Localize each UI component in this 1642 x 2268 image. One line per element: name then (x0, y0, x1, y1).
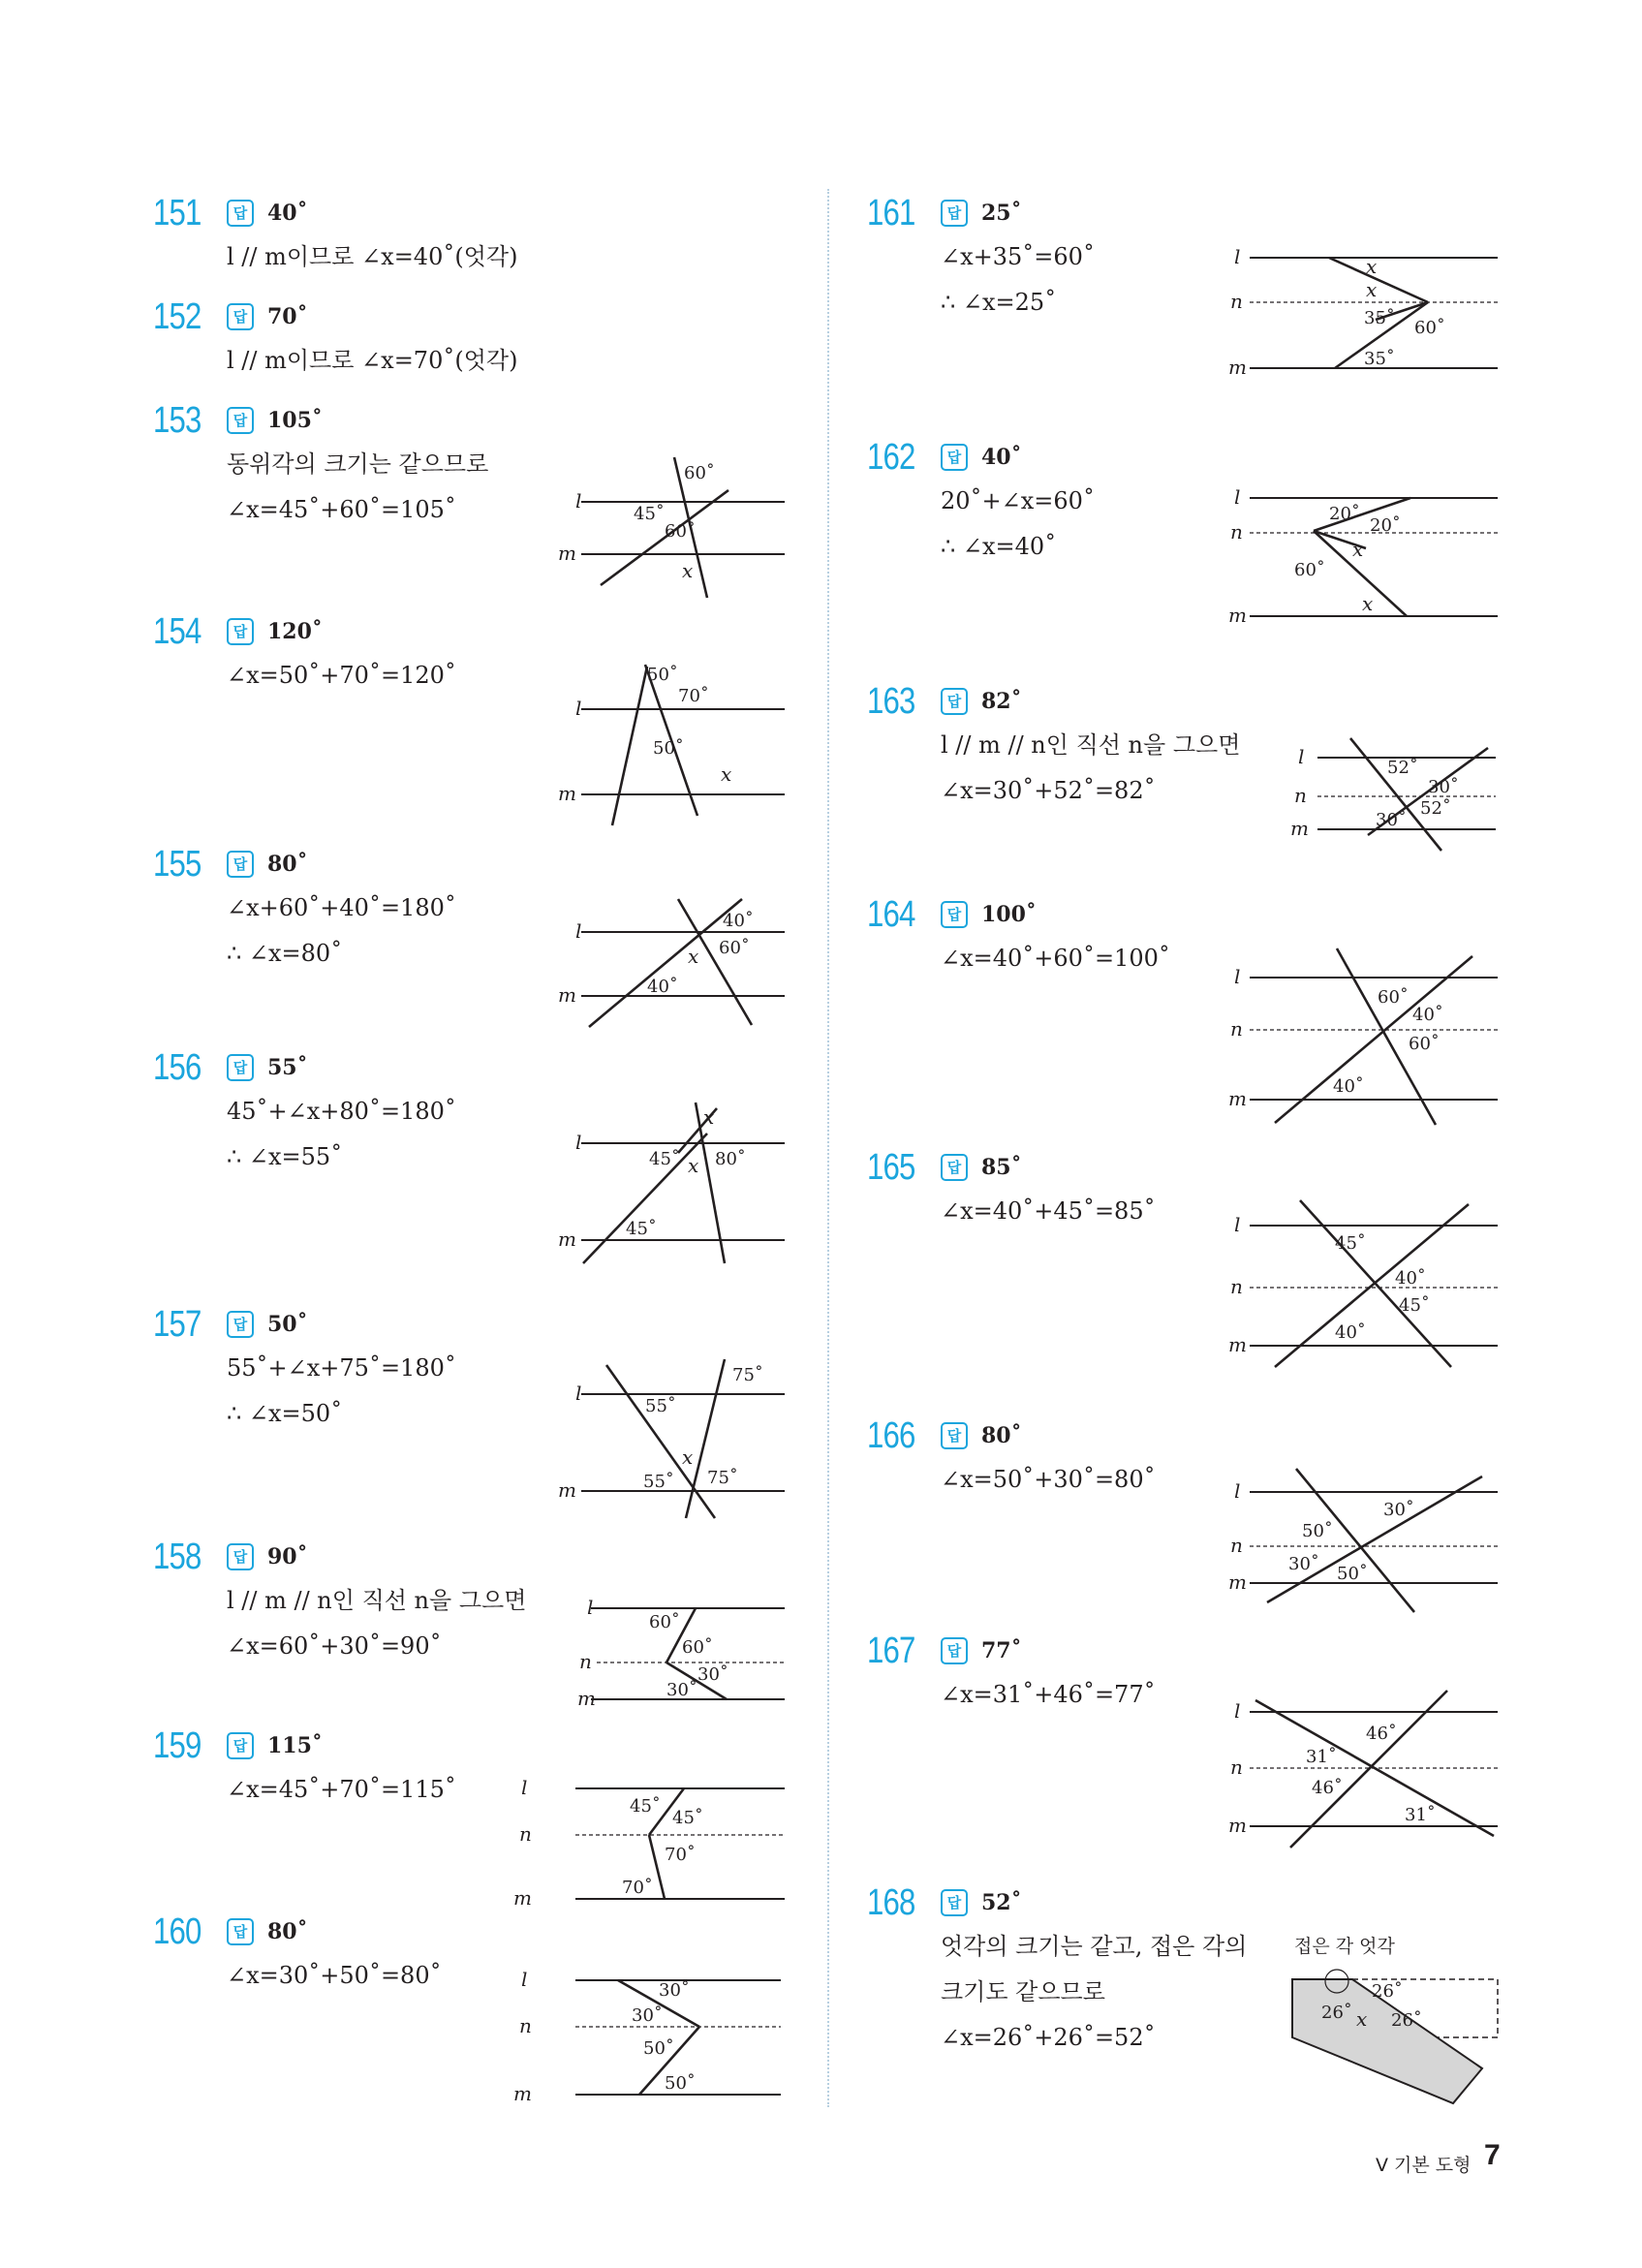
label-m: m (1228, 1570, 1247, 1594)
label-n: n (1230, 1017, 1243, 1041)
answer-badge-icon: 답 (227, 851, 254, 878)
angle-label: 60˚ (719, 938, 750, 958)
angle-label: 50˚ (1302, 1521, 1333, 1541)
page-number: 7 (1484, 2139, 1501, 2171)
transversal (686, 1359, 725, 1518)
problem-number: 157 (153, 1303, 201, 1345)
angle-x-label: x (721, 762, 732, 786)
angle-label: 60˚ (1414, 318, 1445, 338)
angle-label: 55˚ (645, 1396, 676, 1416)
solution-line: ∠x=60˚+30˚=90˚ (227, 1632, 442, 1660)
angle-label: 31˚ (1306, 1747, 1337, 1767)
angle-label: 35˚ (1364, 349, 1395, 369)
solution-line: ∴ ∠x=80˚ (227, 940, 343, 967)
angle-label: 40˚ (647, 977, 678, 997)
label-l: l (587, 1596, 594, 1619)
problem-number: 164 (867, 893, 915, 935)
label-n: n (519, 1822, 532, 1846)
figure-156 (552, 1095, 794, 1269)
angle-label: 50˚ (653, 738, 684, 759)
answer: 70˚ (267, 304, 308, 329)
angle-label: 60˚ (1378, 987, 1409, 1008)
solution-line: ∠x=31˚+46˚=77˚ (941, 1681, 1156, 1708)
answer-badge-icon: 답 (227, 1732, 254, 1759)
angle-x-label: x (1362, 592, 1374, 615)
angle-label: 45˚ (672, 1808, 703, 1828)
solution-line: l // m // n인 직선 n을 그으면 (227, 1587, 527, 1614)
angle-label: 50˚ (643, 2038, 674, 2059)
answer: 77˚ (981, 1638, 1022, 1663)
answer-badge-icon: 답 (227, 1918, 254, 1945)
problem-number: 160 (153, 1911, 201, 1952)
angle-label: 30˚ (1288, 1554, 1319, 1574)
label-m: m (1228, 604, 1247, 627)
angle-label: 30˚ (1376, 810, 1407, 830)
solution-line: ∴ ∠x=25˚ (941, 289, 1057, 316)
angle-x-label: x (1356, 2007, 1368, 2031)
solution-line: 20˚+∠x=60˚ (941, 487, 1095, 514)
answer-badge-icon: 답 (941, 200, 968, 227)
solution-line: l // m // n인 직선 n을 그으면 (941, 731, 1241, 759)
angle-label: 52˚ (1387, 758, 1418, 778)
label-m: m (577, 1687, 596, 1710)
transversal (612, 667, 647, 825)
label-l: l (1234, 485, 1241, 509)
problem-152 (153, 295, 889, 384)
label-m: m (1228, 1814, 1247, 1837)
answer: 50˚ (267, 1312, 308, 1337)
label-m: m (558, 782, 576, 805)
figure-158 (552, 1589, 794, 1715)
label-m: m (558, 983, 576, 1007)
label-l: l (521, 1776, 528, 1799)
label-n: n (1294, 784, 1307, 807)
angle-label: 45˚ (626, 1219, 657, 1239)
problem-number: 162 (867, 436, 915, 478)
answer: 80˚ (981, 1423, 1022, 1448)
answer-badge-icon: 답 (941, 1422, 968, 1449)
angle-x-label: x (688, 1154, 699, 1177)
answer-badge-icon: 답 (227, 1054, 254, 1081)
label-l: l (1234, 1479, 1241, 1503)
solution-line: ∠x=40˚+45˚=85˚ (941, 1197, 1156, 1225)
answer-badge-icon: 답 (941, 444, 968, 471)
label-l: l (575, 919, 582, 943)
label-m: m (1228, 1333, 1247, 1356)
figure-168 (1288, 1933, 1511, 2107)
figure-164 (1221, 945, 1511, 1138)
figure-155 (552, 889, 794, 1035)
figure-165 (1221, 1196, 1511, 1381)
angle-label: 45˚ (1399, 1295, 1430, 1316)
angle-label: 50˚ (665, 2073, 696, 2094)
solution-line: ∠x+60˚+40˚=180˚ (227, 894, 456, 921)
angle-label: 30˚ (1428, 777, 1459, 797)
angle-label: 60˚ (1294, 560, 1325, 580)
angle-label: 30˚ (659, 1980, 690, 2001)
angle-label: 60˚ (665, 521, 696, 542)
angle-x-label: x (688, 945, 699, 968)
figure-160 (513, 1967, 794, 2112)
solution-line: l // m이므로 ∠x=40˚(엇각) (227, 243, 518, 270)
answer-badge-icon: 답 (227, 303, 254, 330)
angle-label: 40˚ (1395, 1268, 1426, 1289)
angle-label: 45˚ (630, 1796, 661, 1817)
angle-label: 75˚ (707, 1468, 738, 1488)
angle-label: 30˚ (666, 1680, 697, 1700)
label-m: m (558, 1478, 576, 1502)
angle-label: 46˚ (1312, 1778, 1343, 1798)
label-m: m (1228, 1087, 1247, 1110)
answer: 115˚ (267, 1733, 323, 1758)
problem-number: 156 (153, 1046, 201, 1088)
transversal (589, 899, 742, 1027)
answer-badge-icon: 답 (941, 1154, 968, 1181)
footer-section: Ⅴ 기본 도형 (1376, 2155, 1472, 2176)
label-m: m (558, 1227, 576, 1251)
solution-line: 45˚+∠x+80˚=180˚ (227, 1098, 456, 1125)
problem-number: 161 (867, 192, 915, 233)
solution-line: 55˚+∠x+75˚=180˚ (227, 1354, 456, 1382)
problem-number: 151 (153, 192, 201, 233)
answer-badge-icon: 답 (941, 901, 968, 928)
solution-line: ∴ ∠x=55˚ (227, 1143, 343, 1170)
solution-line: 엇각의 크기는 같고, 접은 각의 (941, 1933, 1248, 1960)
angle-label: 46˚ (1366, 1724, 1397, 1744)
angle-label: 60˚ (684, 463, 715, 483)
label-m: m (513, 2082, 532, 2105)
label-l: l (1298, 745, 1305, 768)
label-n: n (1230, 1275, 1243, 1298)
label-n: n (1230, 1755, 1243, 1779)
transversal (1329, 258, 1428, 302)
answer-badge-icon: 답 (227, 407, 254, 434)
problem-number: 163 (867, 680, 915, 722)
problem-number: 154 (153, 610, 201, 652)
angle-label: 70˚ (665, 1845, 696, 1865)
answer-badge-icon: 답 (941, 1889, 968, 1916)
solution-line: ∠x=30˚+52˚=82˚ (941, 777, 1156, 804)
angle-label: 40˚ (723, 911, 754, 931)
angle-label: 45˚ (1335, 1233, 1366, 1254)
angle-label: 30˚ (697, 1664, 728, 1685)
solution-line: 동위각의 크기는 같으므로 (227, 450, 489, 478)
solution-line: ∠x=50˚+30˚=80˚ (941, 1466, 1156, 1493)
figure-title: 접은 각 엇각 (1294, 1936, 1395, 1957)
label-l: l (1234, 1699, 1241, 1723)
label-m: m (558, 542, 576, 565)
label-l: l (575, 697, 582, 720)
figure-153 (552, 448, 794, 603)
problem-number: 158 (153, 1536, 201, 1577)
angle-label: 31˚ (1405, 1805, 1436, 1825)
answer: 40˚ (981, 445, 1022, 470)
angle-label: 70˚ (622, 1878, 653, 1898)
angle-label: 75˚ (732, 1365, 763, 1385)
angle-label: 55˚ (643, 1472, 674, 1492)
label-l: l (1234, 245, 1241, 268)
solution-line: ∠x=30˚+50˚=80˚ (227, 1962, 442, 1989)
label-n: n (1230, 290, 1243, 313)
answer: 85˚ (981, 1155, 1022, 1180)
solution-line: ∠x=40˚+60˚=100˚ (941, 945, 1170, 972)
problem-number: 165 (867, 1146, 915, 1188)
answer: 105˚ (267, 408, 323, 433)
label-n: n (579, 1650, 592, 1673)
angle-label: 70˚ (678, 686, 709, 706)
solution-line: ∠x=45˚+70˚=115˚ (227, 1776, 456, 1803)
label-n: n (1230, 1534, 1243, 1557)
angle-label: 45˚ (649, 1149, 680, 1169)
answer-badge-icon: 답 (227, 1543, 254, 1570)
angle-label: 35˚ (1364, 308, 1395, 328)
angle-label: 60˚ (682, 1637, 713, 1658)
answer: 52˚ (981, 1890, 1022, 1915)
angle-label: 50˚ (1337, 1564, 1368, 1584)
label-l: l (575, 1131, 582, 1154)
transversal (606, 1365, 715, 1518)
answer-badge-icon: 답 (941, 688, 968, 715)
angle-x-label: x (1366, 278, 1378, 301)
transversal (1275, 956, 1472, 1123)
figure-161 (1221, 242, 1511, 388)
problem-number: 152 (153, 295, 201, 337)
solution-line: ∴ ∠x=40˚ (941, 533, 1057, 560)
angle-label: 40˚ (1335, 1322, 1366, 1343)
answer: 55˚ (267, 1055, 308, 1080)
figure-163 (1279, 729, 1511, 864)
problem-151 (153, 192, 889, 280)
solution-line: ∠x=26˚+26˚=52˚ (941, 2024, 1156, 2051)
problem-number: 153 (153, 399, 201, 441)
problem-number: 167 (867, 1630, 915, 1671)
angle-label: 60˚ (649, 1612, 680, 1632)
answer: 100˚ (981, 902, 1037, 927)
problem-number: 166 (867, 1414, 915, 1456)
solution-line: ∠x=50˚+70˚=120˚ (227, 662, 456, 689)
angle-label: 30˚ (632, 2005, 663, 2026)
figure-162 (1221, 484, 1511, 630)
angle-label: 52˚ (1420, 798, 1451, 819)
answer: 82˚ (981, 689, 1022, 714)
angle-label: 20˚ (1329, 504, 1360, 524)
solution-line: ∠x=45˚+60˚=105˚ (227, 496, 456, 523)
figure-159 (513, 1775, 794, 1911)
solution-line: ∠x+35˚=60˚ (941, 243, 1095, 270)
answer: 40˚ (267, 201, 308, 226)
answer-badge-icon: 답 (227, 1311, 254, 1338)
angle-label: 26˚ (1372, 1981, 1403, 2002)
angle-label: 40˚ (1333, 1076, 1364, 1097)
angle-label: 30˚ (1383, 1500, 1414, 1520)
label-n: n (1230, 520, 1243, 544)
label-l: l (1234, 965, 1241, 988)
angle-x-label: x (1366, 255, 1378, 278)
answer: 120˚ (267, 619, 323, 644)
label-l: l (575, 489, 582, 513)
angle-label: 60˚ (1409, 1034, 1440, 1054)
transversal (1275, 1204, 1469, 1367)
problem-number: 168 (867, 1881, 915, 1923)
problem-number: 155 (153, 843, 201, 885)
angle-x-label: x (1352, 538, 1364, 561)
label-m: m (1228, 356, 1247, 379)
answer-badge-icon: 답 (227, 618, 254, 645)
answer-badge-icon: 답 (941, 1637, 968, 1664)
angle-x-label: x (703, 1105, 715, 1129)
label-l: l (1234, 1213, 1241, 1236)
figure-157 (552, 1351, 794, 1526)
label-m: m (1290, 817, 1309, 840)
answer: 90˚ (267, 1544, 308, 1569)
figure-167 (1221, 1681, 1511, 1855)
label-l: l (521, 1968, 528, 1991)
angle-label: 40˚ (1412, 1005, 1443, 1025)
solution-line: 크기도 같으므로 (941, 1978, 1105, 2005)
figure-154 (552, 661, 794, 830)
angle-label: 50˚ (647, 665, 678, 685)
label-l: l (575, 1382, 582, 1405)
angle-label: 26˚ (1321, 2003, 1352, 2023)
solution-line: ∴ ∠x=50˚ (227, 1400, 343, 1427)
angle-label: 45˚ (634, 504, 665, 524)
answer: 25˚ (981, 201, 1022, 226)
angle-label: 80˚ (715, 1149, 746, 1169)
angle-label: 26˚ (1391, 2010, 1422, 2031)
label-m: m (513, 1886, 532, 1910)
angle-label: 20˚ (1370, 515, 1401, 536)
angle-x-label: x (682, 559, 694, 582)
solution-line: l // m이므로 ∠x=70˚(엇각) (227, 347, 518, 374)
angle-x-label: x (682, 1445, 694, 1469)
label-n: n (519, 2014, 532, 2037)
answer: 80˚ (267, 1919, 308, 1944)
figure-166 (1221, 1463, 1511, 1618)
answer-badge-icon: 답 (227, 200, 254, 227)
answer: 80˚ (267, 852, 308, 877)
problem-number: 159 (153, 1724, 201, 1766)
